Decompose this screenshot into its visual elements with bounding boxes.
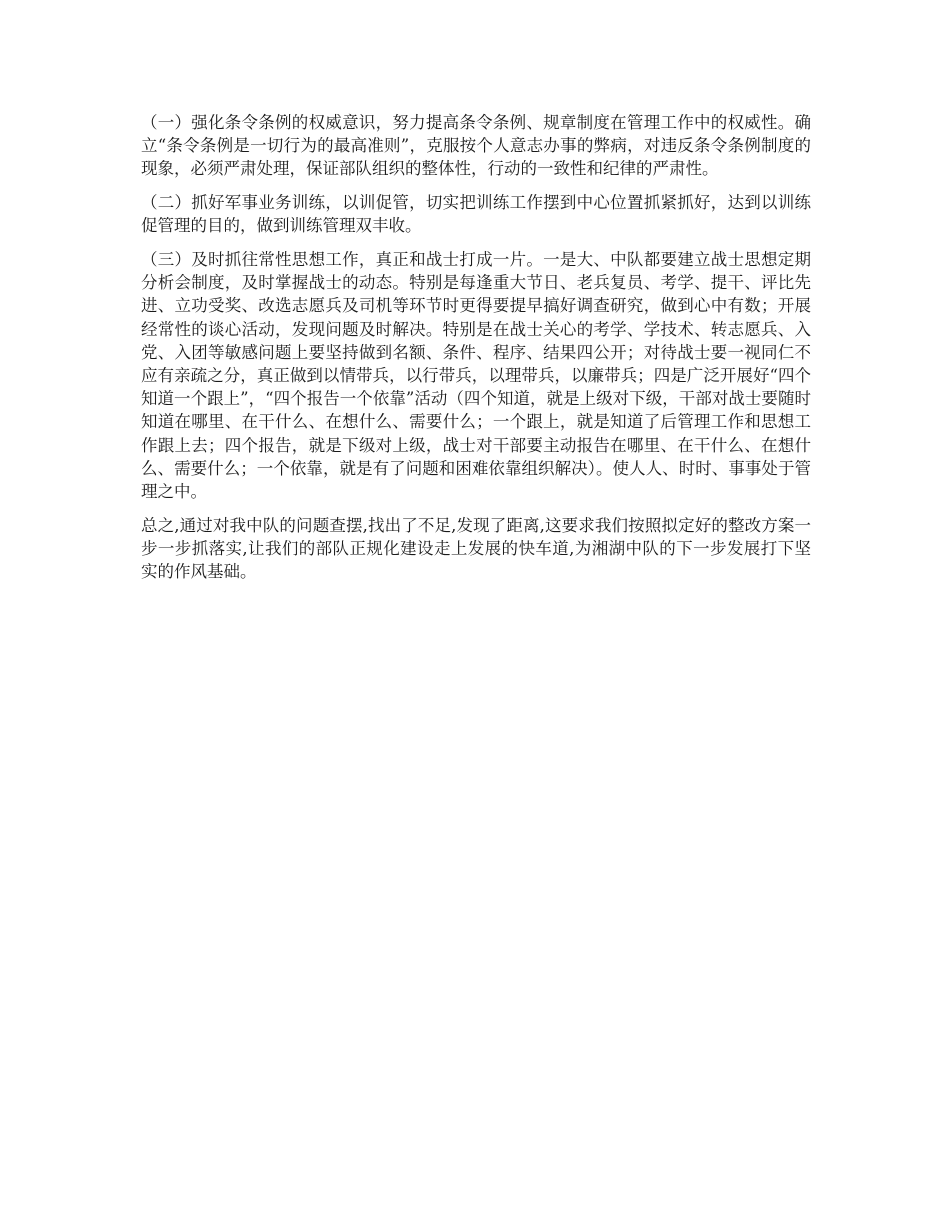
paragraph-ideological-work: （三）及时抓往常性思想工作，真正和战士打成一片。一是大、中队都要建立战士思想定期分析会制度，及时掌握战士的动态。特别是每逢重大节日、老兵复员、考学、提干、评比先进、立功受奖、改选志愿兵及司机等环节时更得要提早搞好调查研究，做到心中有数；开展经常性的谈心活动，发现问题及时解决。特别是在战士关心的考学、学技术、转志愿兵、入党、入团等敏感问题上要坚持做到名额、条件、程序、结果四公开；对待战士要一视同仁不应有亲疏之分，真正做到以情带兵，以行带兵，以理带兵，以廉带兵；四是广泛开展好“四个知道一个跟上”，“四个报告一个依靠”活动（四个知道，就是上级对下级，干部对战士要随时知道在哪里、在干什么、在想什么、需要什么；一个跟上，就是知道了后管理工作和思想工作跟上去；四个报告，就是下级对上级，战士对干部要主动报告在哪里、在干什么、在想什么、需要什么；一个依靠，就是有了问题和困难依靠组织解决）。使人人、时时、事事处于管理之中。 [141, 250, 811, 502]
paragraph-military-training: （二）抓好军事业务训练，以训促管，切实把训练工作摆到中心位置抓紧抓好，达到以训练促管理的目的，做到训练管理双丰收。 [141, 193, 811, 236]
document-body [141, 111, 811, 594]
paragraph-discipline-authority: （一）强化条令条例的权威意识，努力提高条令条例、规章制度在管理工作中的权威性。确立“条令条例是一切行为的最高准则”，克服按个人意志办事的弊病，对违反条令条例制度的现象，必须严肃处理，保证部队组织的整体性，行动的一致性和纪律的严肃性。 [141, 113, 811, 179]
paragraph-conclusion: 总之,通过对我中队的问题查摆,找出了不足,发现了距离,这要求我们按照拟定好的整改方案一步一步抓落实,让我们的部队正规化建设走上发展的快车道,为湘湖中队的下一步发展打下坚实的作风基础。 [141, 515, 811, 582]
